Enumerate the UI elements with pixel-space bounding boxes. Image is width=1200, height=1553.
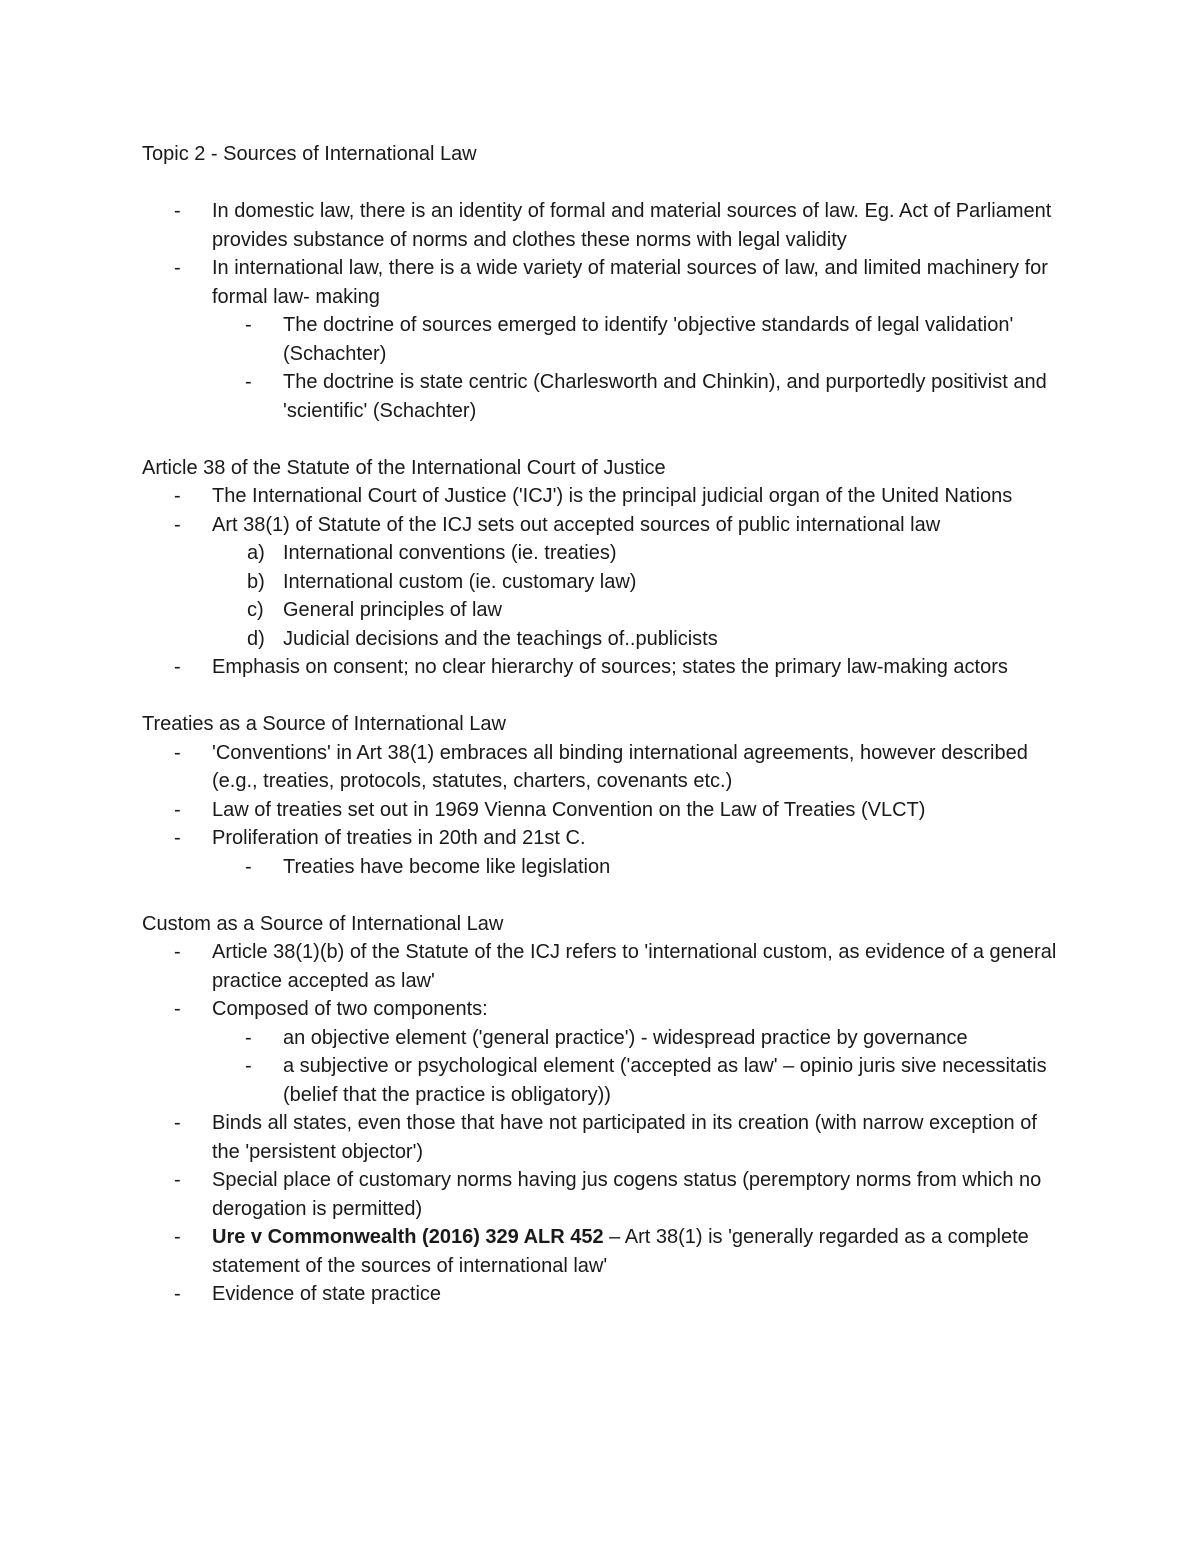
list-item-text: Emphasis on consent; no clear hierarchy of sources; states the primary law-making actors [212, 656, 1008, 678]
spacer [142, 881, 1062, 910]
spacer [142, 425, 1062, 454]
sub-list-item-text: The doctrine of sources emerged to identify 'objective standards of legal validation' (Schachter) [283, 314, 1014, 365]
list-item [142, 1223, 1062, 1280]
bullet-dash: - [174, 485, 181, 507]
list-item [142, 653, 1062, 682]
bullet-dash: - [245, 371, 252, 393]
spacer [142, 682, 1062, 711]
bullet-dash: - [174, 998, 181, 1020]
bullet-dash: - [174, 798, 181, 821]
spacer [142, 169, 1062, 198]
bullet-dash: - [174, 741, 181, 764]
bullet-dash: - [245, 314, 252, 336]
list-item [142, 254, 1062, 425]
list-item [142, 824, 1062, 881]
lettered-list-item-text: Judicial decisions and the teachings of..publicists [283, 627, 718, 650]
sub-list-item [142, 368, 1062, 425]
letter-marker: d) [247, 627, 265, 650]
sub-list-item-text: Treaties have become like legislation [283, 855, 611, 878]
list-item [142, 197, 1062, 254]
page-title: Topic 2 - Sources of International Law [142, 143, 477, 165]
section-heading-treaties: Treaties as a Source of International Law [142, 713, 506, 735]
list-item [142, 482, 1062, 511]
bullet-dash: - [174, 827, 181, 849]
list-item-text: Article 38(1)(b) of the Statute of the ICJ refers to 'international custom, as evidence of a general practice accepted as law' [212, 941, 1057, 992]
bullet-dash: - [245, 1026, 252, 1049]
lettered-list-item [142, 568, 1062, 597]
sub-list [142, 853, 1062, 882]
bullet-dash: - [245, 1055, 252, 1077]
bullet-dash: - [174, 1169, 181, 1191]
lettered-list-item-text: General principles of law [283, 599, 502, 621]
bullet-dash: - [174, 1112, 181, 1134]
sub-list-item [142, 853, 1062, 882]
list-item [142, 1166, 1062, 1223]
list-item [142, 1109, 1062, 1166]
sub-list [142, 311, 1062, 425]
article38-list [142, 482, 1062, 682]
list-item-text: Binds all states, even those that have not participated in its creation (with narrow exception of the 'persistent objector') [212, 1112, 1037, 1163]
bullet-dash: - [245, 855, 252, 878]
bullet-dash: - [174, 1226, 181, 1248]
list-item-text: In domestic law, there is an identity of formal and material sources of law. Eg. Act of Parliament provides substance of norms and clothes these norms with legal validity [212, 200, 1052, 251]
custom-list [142, 938, 1062, 1309]
letter-marker: b) [247, 570, 265, 593]
sub-list-item-text: a subjective or psychological element ('accepted as law' – opinio juris sive necessitatis (belief that the practice is obligatory)) [283, 1055, 1047, 1106]
list-item-text: 'Conventions' in Art 38(1) embraces all binding international agreements, however described (e.g., treaties, protocols, statutes, charters, covenants etc.) [212, 741, 1028, 792]
bullet-dash: - [174, 941, 181, 963]
list-item-text: In international law, there is a wide variety of material sources of law, and limited machinery for formal law- making [212, 257, 1048, 308]
list-item-text: Special place of customary norms having jus cogens status (peremptory norms from which no derogation is permitted) [212, 1169, 1042, 1220]
list-item-text: Law of treaties set out in 1969 Vienna Convention on the Law of Treaties (VLCT) [212, 798, 926, 821]
list-item [142, 739, 1062, 796]
letter-marker: c) [247, 599, 264, 621]
list-item [142, 796, 1062, 825]
list-item [142, 995, 1062, 1109]
list-item [142, 938, 1062, 995]
list-item [142, 511, 1062, 654]
sub-list-item [142, 1052, 1062, 1109]
sub-list-item-text: an objective element ('general practice') - widespread practice by governance [283, 1026, 968, 1049]
list-item-text: The International Court of Justice ('ICJ') is the principal judicial organ of the United Nations [212, 485, 1013, 507]
section-heading-custom: Custom as a Source of International Law [142, 912, 504, 935]
section-heading-article38: Article 38 of the Statute of the International Court of Justice [142, 456, 666, 479]
list-item-text: Art 38(1) of Statute of the ICJ sets out accepted sources of public international law [212, 513, 941, 536]
list-item-text [212, 1223, 1062, 1280]
case-citation: Ure v Commonwealth (2016) 329 ALR 452 [212, 1226, 604, 1248]
list-item-text: Evidence of state practice [212, 1283, 442, 1305]
sub-list-item-text: The doctrine is state centric (Charlesworth and Chinkin), and purportedly positivist and 'scientific' (Schachter) [283, 371, 1047, 422]
case-citation-note: – Art 38(1) is 'generally regarded as a complete statement of the sources of international law' [212, 1226, 1029, 1277]
sub-list-item [142, 311, 1062, 368]
lettered-list-item [142, 596, 1062, 625]
list-item-text: Composed of two components: [212, 998, 488, 1020]
lettered-list-item [142, 625, 1062, 654]
bullet-dash: - [174, 656, 181, 678]
lettered-list-item [142, 539, 1062, 568]
list-item-text: Proliferation of treaties in 20th and 21st C. [212, 827, 586, 849]
lettered-list-item-text: International custom (ie. customary law) [283, 570, 637, 593]
letter-marker: a) [247, 542, 265, 564]
list-item [142, 1280, 1062, 1309]
bullet-dash: - [174, 200, 181, 222]
lettered-list-item-text: International conventions (ie. treaties) [283, 542, 617, 564]
lettered-list [142, 539, 1062, 653]
document-page [142, 140, 1062, 1309]
treaties-list [142, 739, 1062, 882]
bullet-dash: - [174, 257, 181, 279]
sub-list-item [142, 1024, 1062, 1053]
sub-list [142, 1024, 1062, 1110]
intro-list [142, 197, 1062, 425]
bullet-dash: - [174, 513, 181, 536]
bullet-dash: - [174, 1283, 181, 1305]
